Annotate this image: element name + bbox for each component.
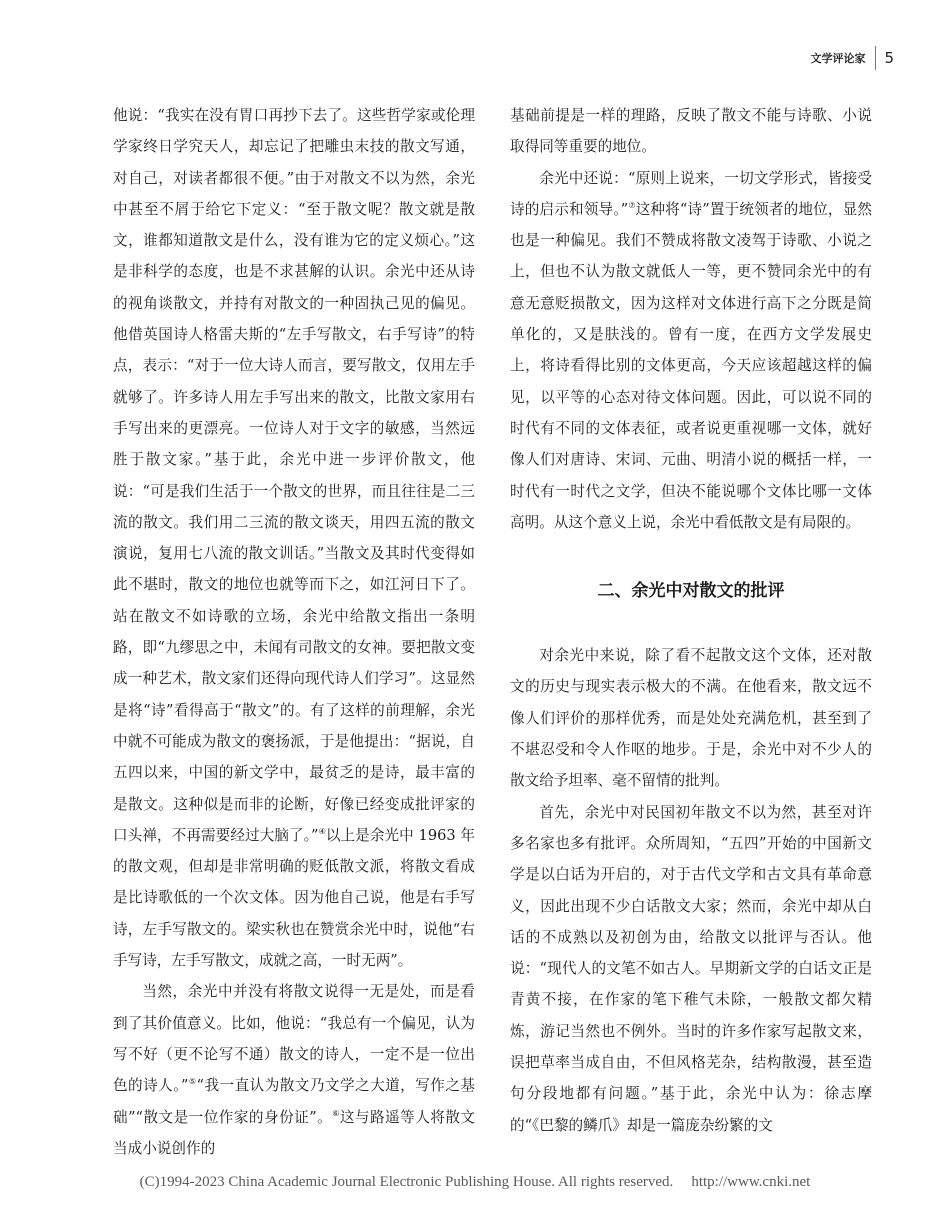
paragraph: 对余光中来说，除了看不起散文这个文体，还对散文的历史与现实表示极大的不满。在他看来，散文远不像人们评价的那样优秀，而是处处充满危机，甚至到了不堪忍受和令人作呕的地步。于是，余光中对不少人的散文给予坦率、毫不留情的批判。: [510, 647, 872, 790]
paragraph-text: 当然，余光中并没有将散文说得一无是处，而是看到了其价值意义。比如，他说：“我总有一个偏见，认为写不好（更不论写不通）散文的诗人，一定不是一位出色的诗人。”: [113, 983, 475, 1095]
paragraph-text: 他说：“我实在没有胃口再抄下去了。这些哲学家或伦理学家终日学究天人，却忘记了把雕虫末技的散文写通，对自己，对读者都很不便。”由于对散文不以为然，余光中甚至不屑于给它下定义：“至于散文呢？散文就是散文，谁都知道散文是什么，没有谁为它的定义烦心。”这是非科学的态度，也是不求甚解的认识。余光中还从诗的视角谈散文，并持有对散文的一种固执己见的偏见。他借英国诗人格雷夫斯的“左手写散文，右手写诗”的特点，表示：“对于一位大诗人而言，要写散文，仅用左手就够了。许多诗人用左手写出来的散文，比散文家用右手写出来的更漂亮。一位诗人对于文字的敏感，当然远胜于散文家。”基于此，余光中进一步评价散文，他说：“可是我们生活于一个散文的世界，而且往往是二三流的散文。我们用二三流的散文谈天，用四五流的散文演说，复用七八流的散文训话。”当散文及其时代变得如此不堪时，散文的地位也就等而下之，如江河日下了。站在散文不如诗歌的立场，余光中给散文指出一条明路，即“九缪思之中，未闻有司散文的女神。要把散文变成一种艺术，散文家们还得向现代诗人们学习”。这显然是将“诗”看得高于“散文”的。有了这样的前理解，余光中就不可能成为散文的褒扬派，于是他提出：“据说，自五四以来，中国的新文学中，最贫乏的是诗，最丰富的是散文。这种似是而非的论断，好像已经变成批评家的口头禅，不再需要经过大脑了。”: [113, 107, 475, 844]
left-column: [113, 100, 475, 1164]
running-header: [810, 44, 894, 72]
section-heading: 二、余光中对散文的批评: [597, 581, 785, 602]
right-column: [510, 100, 872, 1141]
page-number: 5: [884, 49, 894, 67]
copyright-footer: [0, 1174, 950, 1191]
paragraph-text: 这与路遥等人将散文当成小说创作的: [113, 1108, 475, 1157]
paragraph-text: 这种将“诗”置于统领者的地位，显然也是一种偏见。我们不赞成将散文凌驾于诗歌、小说之上，但也不认为散文就低人一等，更不赞同余光中的有意无意贬损散文，因为这样对文体进行高下之分既是简单化的，又是肤浅的。曾有一度，在西方文学发展史上，将诗看得比别的文体更高，今天应该超越这样的偏见，以平等的心态对待文体问题。因此，可以说不同的时代有不同的文体表征，或者说更重视哪一文体，就好像人们对唐诗、宋词、元曲、明清小说的概括一样，一时代有一时代之文学，但决不能说哪个文体比哪一文体高明。从这个意义上说，余光中看低散文是有局限的。: [510, 200, 872, 531]
paragraph: [113, 976, 475, 1164]
paragraph: [510, 163, 872, 539]
paragraph-text: “我一直认为散文乃文学之大道，写作之基础”“散文是一位作家的身份证”。: [113, 1077, 475, 1126]
copyright-text: (C)1994-2023 China Academic Journal Electronic Publishing House. All rights reserved.: [139, 1174, 674, 1190]
footnote-marker: ⑤: [188, 1077, 197, 1087]
footnote-marker: ⑥: [332, 1108, 340, 1118]
footnote-marker: ④: [318, 826, 326, 836]
paragraph-continued: 基础前提是一样的理路，反映了散文不能与诗歌、小说取得同等重要的地位。: [510, 107, 872, 156]
footnote-marker: ⑦: [628, 200, 636, 210]
paragraph-text: 余光中还说：“原则上说来，一切文学形式，皆接受诗的启示和领导。”: [510, 169, 872, 218]
journal-name: 文学评论家: [810, 52, 866, 65]
paragraph-continued: [113, 100, 475, 976]
footer-url: http://www.cnki.net: [691, 1174, 811, 1190]
paragraph-text: 以上是余光中 1963 年的散文观，但却是非常明确的贬低散文派，将散文看成是比诗歌低的一个次文体。因为他自己说，他是右手写诗，左手写散文的。梁实秋也在赞赏余光中时，说他“右手写诗，左手写散文，成就之高，一时无两”。: [113, 826, 476, 970]
paragraph: 首先，余光中对民国初年散文不以为然，甚至对许多名家也多有批评。众所周知，“五四”开始的中国新文学是以白话为开启的，对于古代文学和古文具有革命意义，因此出现不少白话散文大家；然而，余光中却从白话的不成熟以及初创为由，给散文以批评与否认。他说：“现代人的文笔不如古人。早期新文学的白话文正是青黄不接，在作家的笔下稚气未除，一般散文都欠精炼，游记当然也不例外。当时的许多作家写起散文来，误把草率当成自由，不但风格芜杂，结构散漫，甚至造句分段地都有问题。”基于此，余光中认为：徐志摩的“《巴黎的鳞爪》却是一篇庞杂纷繁的文: [510, 803, 872, 1134]
